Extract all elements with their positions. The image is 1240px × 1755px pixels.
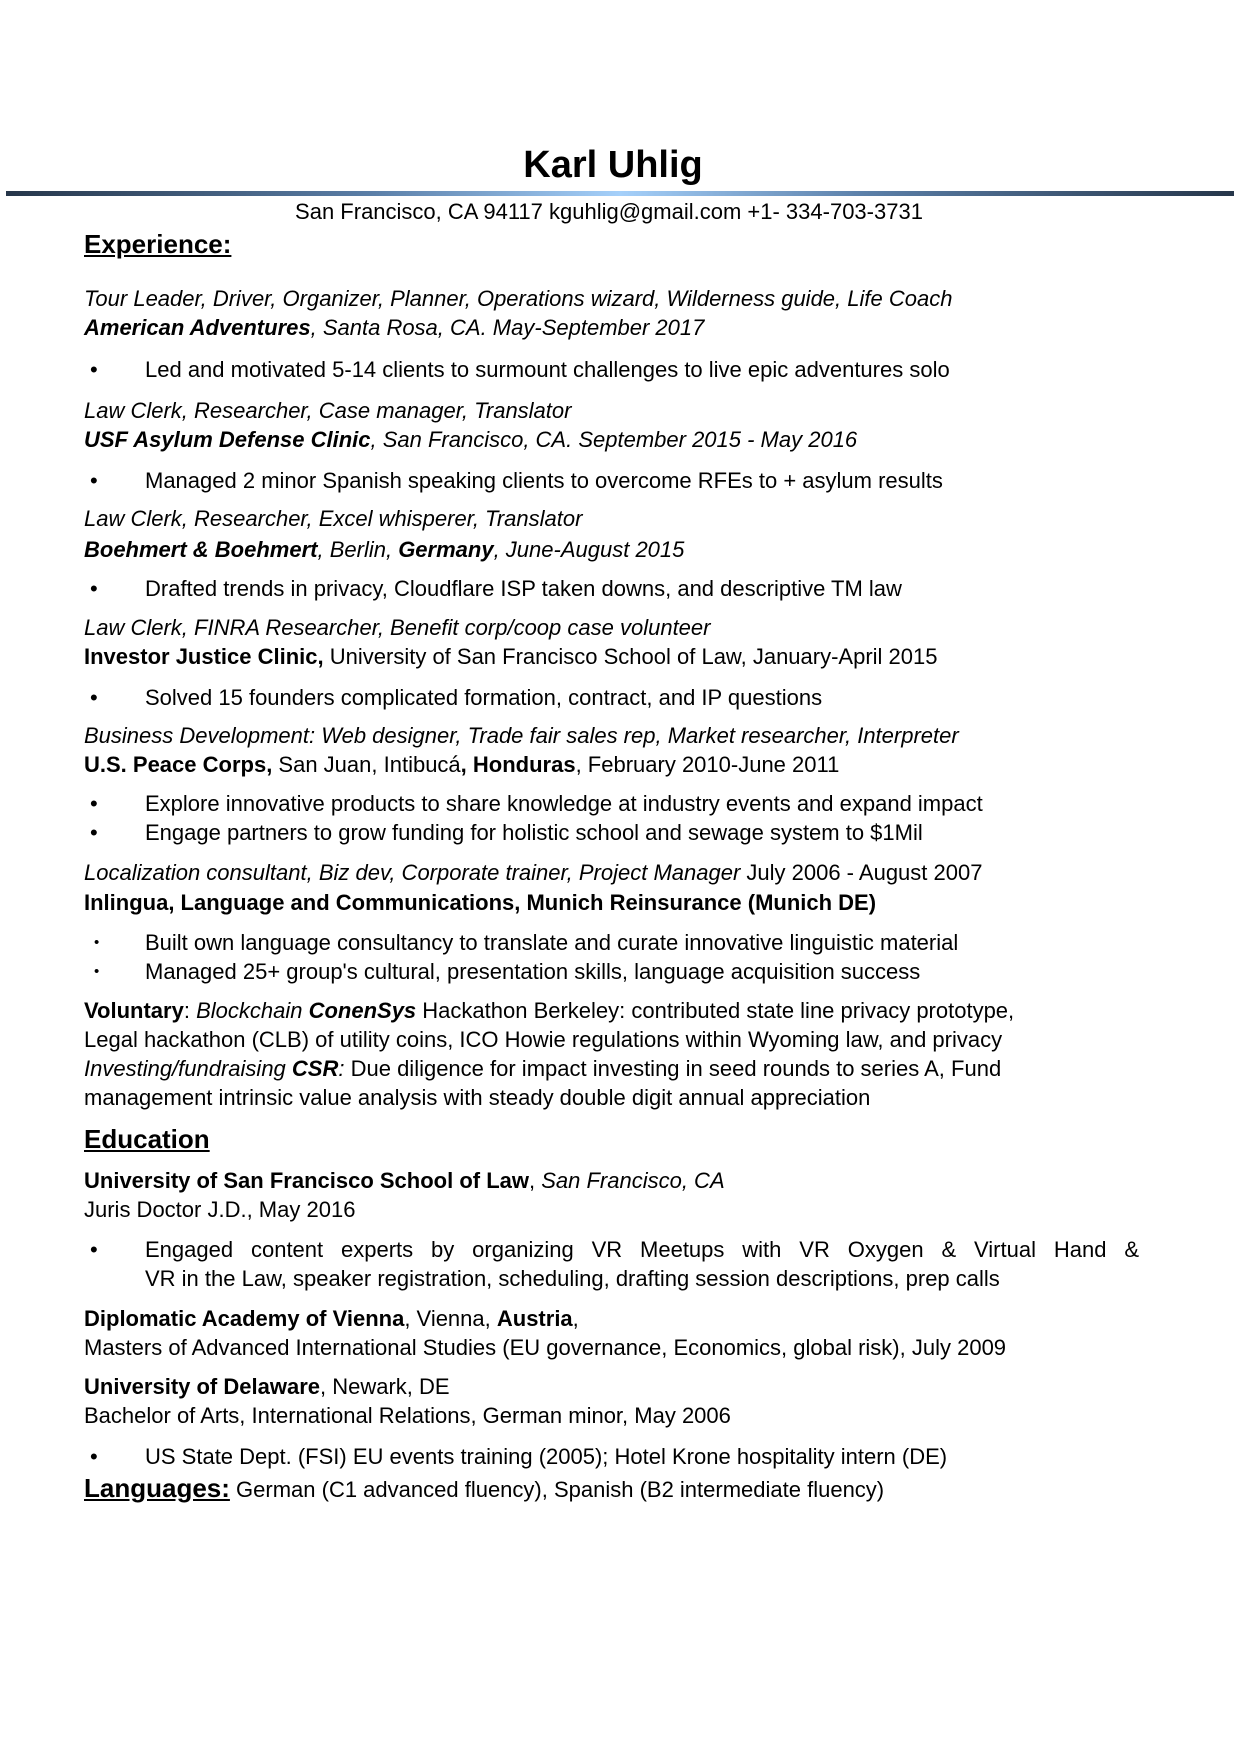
text-run: Investor Justice Clinic, — [84, 644, 324, 669]
text-run: Languages: — [84, 1473, 230, 1503]
text-run: Experience: — [84, 229, 232, 259]
text-run: Juris Doctor J.D., May 2016 — [84, 1197, 356, 1222]
text-run: : — [183, 998, 197, 1023]
text-line — [84, 1306, 579, 1332]
text-run: Education — [84, 1124, 210, 1154]
bullet-icon: • — [90, 1444, 98, 1469]
text-line — [84, 860, 982, 886]
text-run: University of San Francisco School of Law, January-April 2015 — [323, 644, 938, 669]
text-run: , Santa Rosa, CA. May-September 2017 — [310, 315, 705, 340]
header-divider — [6, 191, 1234, 196]
text-line — [84, 615, 710, 641]
text-run: Boehmert & Boehmert — [84, 537, 318, 562]
text-run: USF Asylum Defense Clinic — [84, 427, 371, 452]
text-line — [84, 506, 582, 532]
text-run: San Juan, Intibucá — [272, 752, 461, 777]
bullet-icon: • — [90, 576, 98, 601]
bullet-item — [145, 468, 943, 494]
text-run: San Francisco, CA — [541, 1168, 725, 1193]
text-run: Localization consultant, Biz dev, Corporate trainer, Project Manager — [84, 860, 741, 885]
text-run: Inlingua, Language and Communications, Munich Reinsurance (Munich DE) — [84, 890, 877, 915]
text-run: : — [338, 1056, 345, 1081]
bullet-icon: • — [90, 791, 98, 816]
text-run: Led and motivated 5-14 clients to surmount challenges to live epic adventures solo — [145, 357, 950, 382]
text-run: , June-August 2015 — [493, 537, 685, 562]
bullet-item — [145, 685, 822, 711]
text-run: , February 2010-June 2011 — [575, 752, 840, 777]
text-run: Germany — [398, 537, 494, 562]
text-run: VR in the Law, speaker registration, scheduling, drafting session descriptions, prep calls — [145, 1266, 1000, 1291]
text-line — [84, 890, 876, 916]
text-line — [84, 1197, 355, 1223]
text-run: American Adventures — [84, 315, 311, 340]
text-run: Voluntary — [84, 998, 184, 1023]
bullet-item — [145, 1444, 947, 1470]
resume-name: Karl Uhlig — [523, 144, 703, 186]
text-line — [84, 1056, 1001, 1082]
text-line — [84, 1335, 1006, 1361]
text-line — [84, 644, 938, 670]
text-line — [84, 1403, 731, 1429]
text-run: Managed 25+ group's cultural, presentation skills, language acquisition success — [145, 959, 921, 984]
text-run: U.S. Peace Corps, — [84, 752, 273, 777]
text-run: Austria — [496, 1306, 573, 1331]
text-line — [84, 1085, 870, 1111]
section-heading — [84, 1123, 210, 1157]
bullet-item — [145, 820, 923, 846]
text-run: Due diligence for impact investing in seed rounds to series A, Fund — [344, 1056, 1002, 1081]
text-run: Tour Leader, Driver, Organizer, Planner, Operations wizard, Wilderness guide, Life Coach — [84, 286, 953, 311]
text-run: Built own language consultancy to translate and curate innovative linguistic material — [145, 930, 959, 955]
bullet-icon: • — [90, 357, 98, 382]
text-run: ConenSys — [308, 998, 417, 1023]
text-line — [84, 1027, 1002, 1053]
text-run: , San Francisco, CA. September 2015 - May 2016 — [370, 427, 858, 452]
text-run: Drafted trends in privacy, Cloudflare ISP taken downs, and descriptive TM law — [145, 576, 902, 601]
bullet-item — [145, 959, 920, 985]
text-line — [145, 1266, 1000, 1292]
bullet-item — [145, 791, 983, 817]
text-run: July 2006 - August 2007 — [740, 860, 983, 885]
text-run: , Berlin, — [317, 537, 399, 562]
text-run: Investing/fundraising — [84, 1056, 292, 1081]
text-run: Hackathon Berkeley: contributed state line privacy prototype, — [416, 998, 1015, 1023]
text-run: Engage partners to grow funding for holistic school and sewage system to $1Mil — [145, 820, 923, 845]
bullet-item — [145, 930, 958, 956]
text-run: Bachelor of Arts, International Relations, German minor, May 2006 — [84, 1403, 731, 1428]
text-run: University of Delaware — [84, 1374, 320, 1399]
bullet-item — [145, 357, 950, 383]
bullet-icon: • — [90, 1237, 98, 1262]
text-run: Managed 2 minor Spanish speaking clients to overcome RFEs to + asylum results — [145, 468, 943, 493]
text-run: CSR — [291, 1056, 339, 1081]
text-line — [84, 398, 571, 424]
text-run: Law Clerk, Researcher, Excel whisperer, Translator — [84, 506, 583, 531]
text-run: Masters of Advanced International Studies (EU governance, Economics, global risk), July 2009 — [84, 1335, 1007, 1360]
text-line — [84, 998, 1014, 1024]
text-run: German (C1 advanced fluency), Spanish (B2 intermediate fluency) — [229, 1477, 885, 1502]
text-line — [84, 427, 857, 453]
text-line — [84, 286, 952, 312]
section-heading — [84, 228, 231, 262]
text-line — [84, 752, 839, 778]
text-run: Law Clerk, FINRA Researcher, Benefit corp/coop case volunteer — [84, 615, 711, 640]
text-run: Law Clerk, Researcher, Case manager, Translator — [84, 398, 572, 423]
text-run: , Vienna, — [404, 1306, 497, 1331]
text-line — [84, 1374, 450, 1400]
text-run: Blockchain — [196, 998, 309, 1023]
text-run: , — [572, 1306, 579, 1331]
text-line — [84, 1475, 884, 1503]
text-line — [84, 723, 959, 749]
text-run: , — [528, 1168, 542, 1193]
text-run: , Newark, DE — [319, 1374, 450, 1399]
contact-line: San Francisco, CA 94117 kguhlig@gmail.com +1- 334-703-3731 — [295, 199, 923, 224]
bullet-icon: • — [94, 963, 100, 980]
bullet-item — [145, 1237, 1139, 1263]
bullet-icon: • — [94, 934, 100, 951]
text-run: Explore innovative products to share knowledge at industry events and expand impact — [145, 791, 983, 816]
text-run: Solved 15 founders complicated formation, contract, and IP questions — [145, 685, 823, 710]
text-run: US State Dept. (FSI) EU events training (2005); Hotel Krone hospitality intern (DE) — [145, 1444, 948, 1469]
text-run: Business Development: Web designer, Trade fair sales rep, Market researcher, Interpreter — [84, 723, 959, 748]
text-line — [84, 537, 684, 563]
bullet-icon: • — [90, 685, 98, 710]
bullet-icon: • — [90, 468, 98, 493]
text-run: Engaged content experts by organizing VR Meetups with VR Oxygen & Virtual Hand & — [145, 1237, 1139, 1262]
text-run: Diplomatic Academy of Vienna — [84, 1306, 405, 1331]
text-run: management intrinsic value analysis with steady double digit annual appreciation — [84, 1085, 871, 1110]
text-run: University of San Francisco School of Law — [84, 1168, 529, 1193]
text-run: , Honduras — [460, 752, 576, 777]
text-line — [84, 315, 704, 341]
bullet-item — [145, 576, 902, 602]
text-run: Legal hackathon (CLB) of utility coins, ICO Howie regulations within Wyoming law, and privacy — [84, 1027, 1003, 1052]
text-line — [84, 1168, 725, 1194]
bullet-icon: • — [90, 820, 98, 845]
